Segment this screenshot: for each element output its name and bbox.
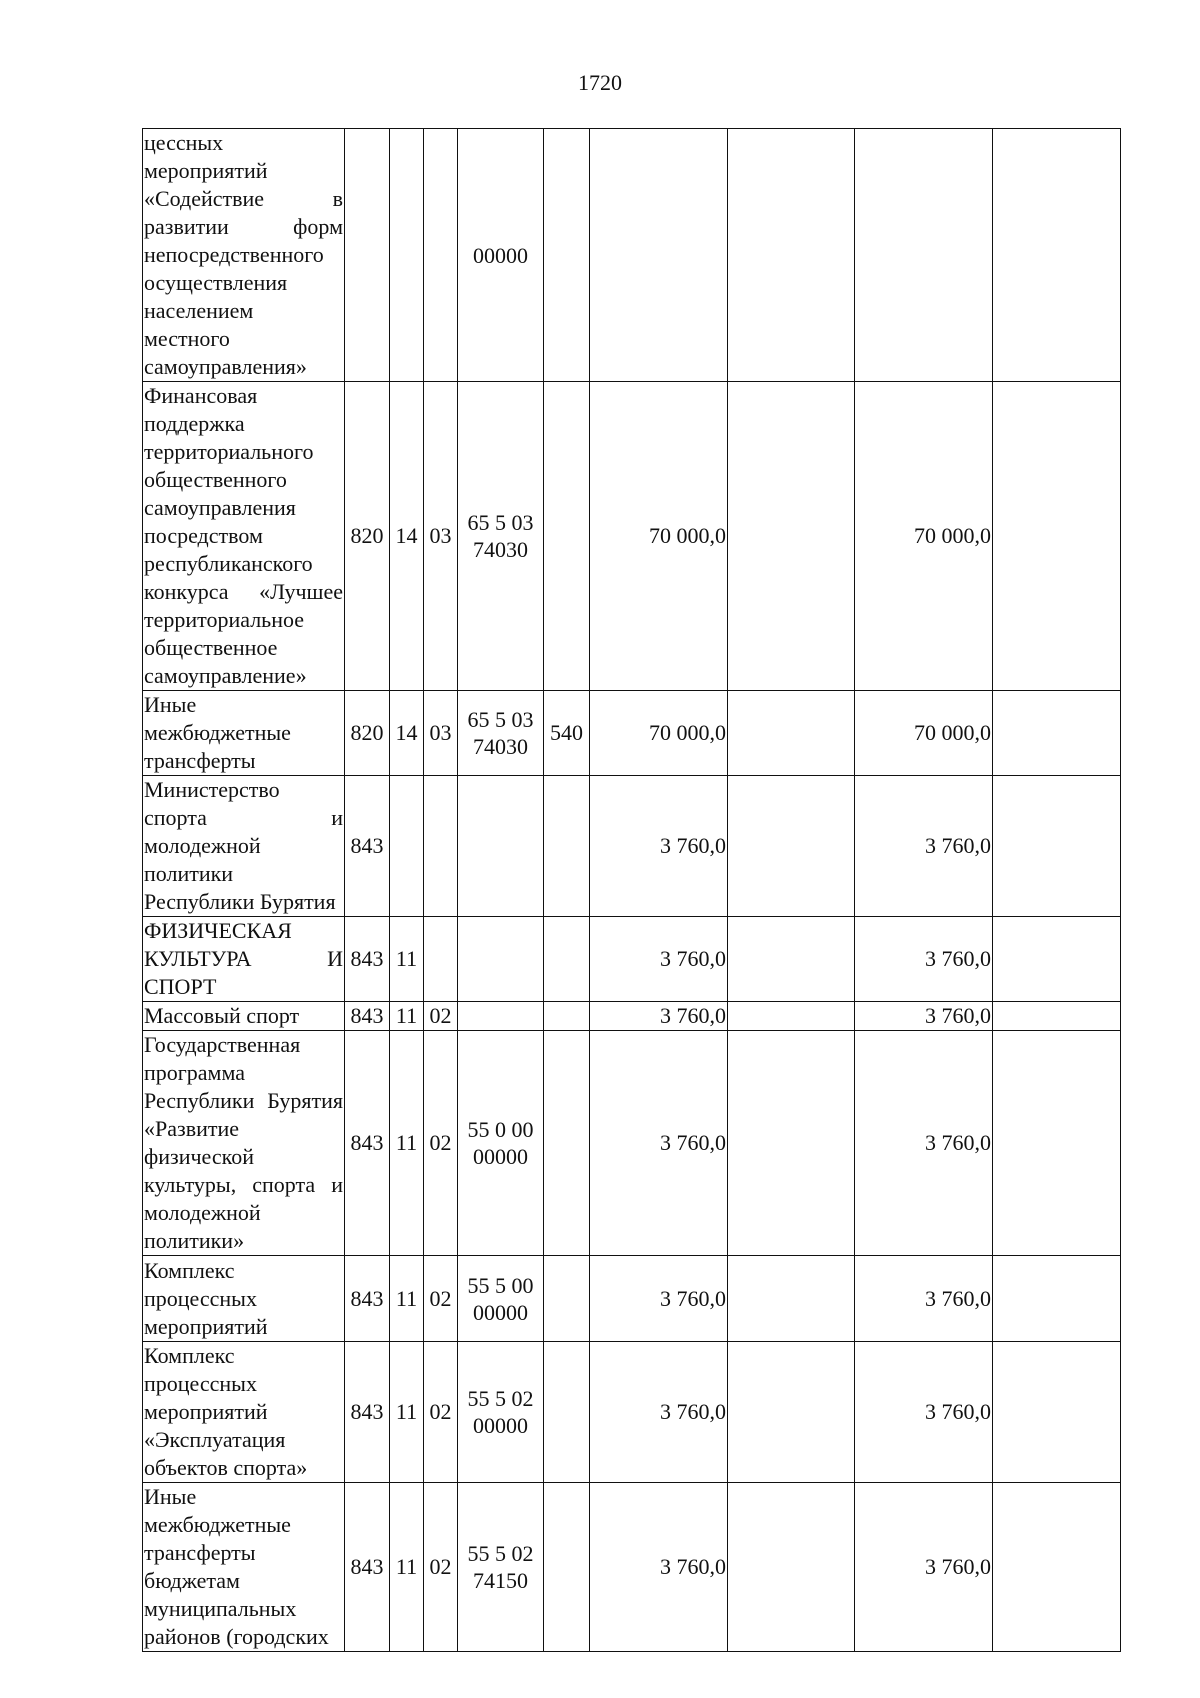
amount-1: 3 760,0	[590, 1002, 728, 1031]
ved-code: 843	[345, 917, 390, 1002]
amount-2	[728, 1342, 855, 1483]
amount-3: 3 760,0	[855, 1031, 993, 1256]
amount-1: 70 000,0	[590, 382, 728, 691]
table-row	[143, 129, 1121, 382]
expense-type-code	[544, 129, 590, 382]
expense-type-code	[544, 917, 590, 1002]
amount-3: 3 760,0	[855, 1256, 993, 1342]
subsection-code: 02	[424, 1342, 458, 1483]
amount-4	[993, 129, 1121, 382]
row-name: ФИЗИЧЕСКАЯ КУЛЬТУРА И СПОРТ	[143, 917, 345, 1002]
amount-4	[993, 1002, 1121, 1031]
amount-2	[728, 1002, 855, 1031]
amount-1: 3 760,0	[590, 776, 728, 917]
table-row	[143, 1002, 1121, 1031]
row-name: Комплекс процессных мероприятий «Эксплуатация объектов спорта»	[143, 1342, 345, 1483]
ved-code: 820	[345, 691, 390, 776]
amount-1: 3 760,0	[590, 917, 728, 1002]
section-code: 14	[390, 691, 424, 776]
section-code: 11	[390, 1002, 424, 1031]
amount-3: 3 760,0	[855, 917, 993, 1002]
expense-type-code	[544, 1483, 590, 1652]
ved-code: 843	[345, 1483, 390, 1652]
table-row	[143, 1031, 1121, 1256]
amount-3: 70 000,0	[855, 382, 993, 691]
target-article-code: 65 5 03 74030	[458, 691, 544, 776]
table-row	[143, 1342, 1121, 1483]
amount-4	[993, 691, 1121, 776]
amount-3	[855, 129, 993, 382]
row-name: Иные межбюджетные трансферты	[143, 691, 345, 776]
target-article-code: 55 5 02 74150	[458, 1483, 544, 1652]
table-row	[143, 1256, 1121, 1342]
target-article-code	[458, 776, 544, 917]
expense-type-code	[544, 382, 590, 691]
row-name: Иные межбюджетные трансферты бюджетам муниципальных районов (городских	[143, 1483, 345, 1652]
amount-3: 3 760,0	[855, 776, 993, 917]
ved-code: 843	[345, 1342, 390, 1483]
table-row	[143, 1483, 1121, 1652]
target-article-code: 55 0 00 00000	[458, 1031, 544, 1256]
table-row	[143, 382, 1121, 691]
amount-3: 3 760,0	[855, 1002, 993, 1031]
amount-2	[728, 1031, 855, 1256]
row-name: Массовый спорт	[143, 1002, 345, 1031]
table-row	[143, 776, 1121, 917]
table-row	[143, 917, 1121, 1002]
subsection-code: 02	[424, 1002, 458, 1031]
row-name: Государственная программа Республики Бурятия «Развитие физической культуры, спорта и молодежной политики»	[143, 1031, 345, 1256]
subsection-code: 03	[424, 691, 458, 776]
subsection-code: 02	[424, 1031, 458, 1256]
target-article-code: 55 5 02 00000	[458, 1342, 544, 1483]
amount-2	[728, 1256, 855, 1342]
expense-type-code	[544, 1256, 590, 1342]
expense-type-code: 540	[544, 691, 590, 776]
ved-code: 820	[345, 382, 390, 691]
amount-1	[590, 129, 728, 382]
target-article-code: 65 5 03 74030	[458, 382, 544, 691]
subsection-code: 02	[424, 1256, 458, 1342]
amount-3: 70 000,0	[855, 691, 993, 776]
expense-type-code	[544, 1342, 590, 1483]
amount-2	[728, 1483, 855, 1652]
table-row	[143, 691, 1121, 776]
subsection-code: 02	[424, 1483, 458, 1652]
amount-4	[993, 917, 1121, 1002]
amount-2	[728, 691, 855, 776]
amount-2	[728, 129, 855, 382]
section-code	[390, 776, 424, 917]
target-article-code: 55 5 00 00000	[458, 1256, 544, 1342]
amount-2	[728, 382, 855, 691]
amount-2	[728, 776, 855, 917]
ved-code	[345, 129, 390, 382]
section-code	[390, 129, 424, 382]
ved-code: 843	[345, 1002, 390, 1031]
section-code: 14	[390, 382, 424, 691]
amount-2	[728, 917, 855, 1002]
expense-type-code	[544, 1031, 590, 1256]
ved-code: 843	[345, 1256, 390, 1342]
section-code: 11	[390, 1256, 424, 1342]
amount-4	[993, 1256, 1121, 1342]
amount-1: 3 760,0	[590, 1031, 728, 1256]
amount-4	[993, 1031, 1121, 1256]
subsection-code: 03	[424, 382, 458, 691]
section-code: 11	[390, 1031, 424, 1256]
row-name: цессных мероприятий «Содействие в развитии форм непосредственного осуществления населением местного самоуправления»	[143, 129, 345, 382]
section-code: 11	[390, 1342, 424, 1483]
row-name: Комплекс процессных мероприятий	[143, 1256, 345, 1342]
subsection-code	[424, 776, 458, 917]
target-article-code	[458, 917, 544, 1002]
expense-type-code	[544, 1002, 590, 1031]
row-name: Финансовая поддержка территориального общественного самоуправления посредством республиканского конкурса «Лучшее территориальное общественное самоуправление»	[143, 382, 345, 691]
amount-1: 3 760,0	[590, 1483, 728, 1652]
ved-code: 843	[345, 1031, 390, 1256]
expense-type-code	[544, 776, 590, 917]
subsection-code	[424, 917, 458, 1002]
target-article-code	[458, 1002, 544, 1031]
amount-1: 70 000,0	[590, 691, 728, 776]
section-code: 11	[390, 1483, 424, 1652]
amount-4	[993, 776, 1121, 917]
section-code: 11	[390, 917, 424, 1002]
amount-4	[993, 1342, 1121, 1483]
target-article-code: 00000	[458, 129, 544, 382]
amount-3: 3 760,0	[855, 1483, 993, 1652]
amount-1: 3 760,0	[590, 1342, 728, 1483]
amount-4	[993, 1483, 1121, 1652]
amount-1: 3 760,0	[590, 1256, 728, 1342]
ved-code: 843	[345, 776, 390, 917]
budget-table	[142, 128, 1121, 1652]
amount-3: 3 760,0	[855, 1342, 993, 1483]
row-name: Министерство спорта и молодежной политики Республики Бурятия	[143, 776, 345, 917]
subsection-code	[424, 129, 458, 382]
amount-4	[993, 382, 1121, 691]
page-number: 1720	[578, 70, 622, 95]
